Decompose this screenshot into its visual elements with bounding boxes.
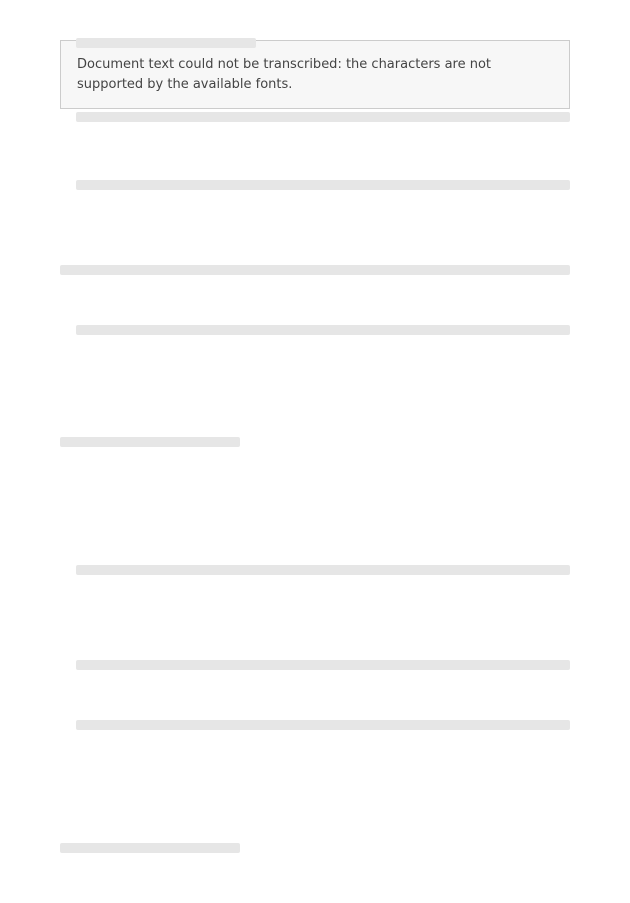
- text-line-placeholder: [76, 565, 570, 575]
- text-line-placeholder: [76, 180, 570, 190]
- text-line-placeholder: [76, 325, 570, 335]
- text-line-placeholder: [76, 720, 570, 730]
- text-line-placeholder: [76, 112, 570, 122]
- transcription-notice-text: Document text could not be transcribed: the characters are not supported by the available fonts.: [77, 57, 492, 92]
- text-line-placeholder: [76, 660, 570, 670]
- text-line-placeholder: [76, 38, 256, 48]
- text-line-placeholder: [60, 843, 240, 853]
- text-line-placeholder: [60, 265, 570, 275]
- text-line-placeholder: [60, 437, 240, 447]
- transcription-notice: [60, 40, 570, 109]
